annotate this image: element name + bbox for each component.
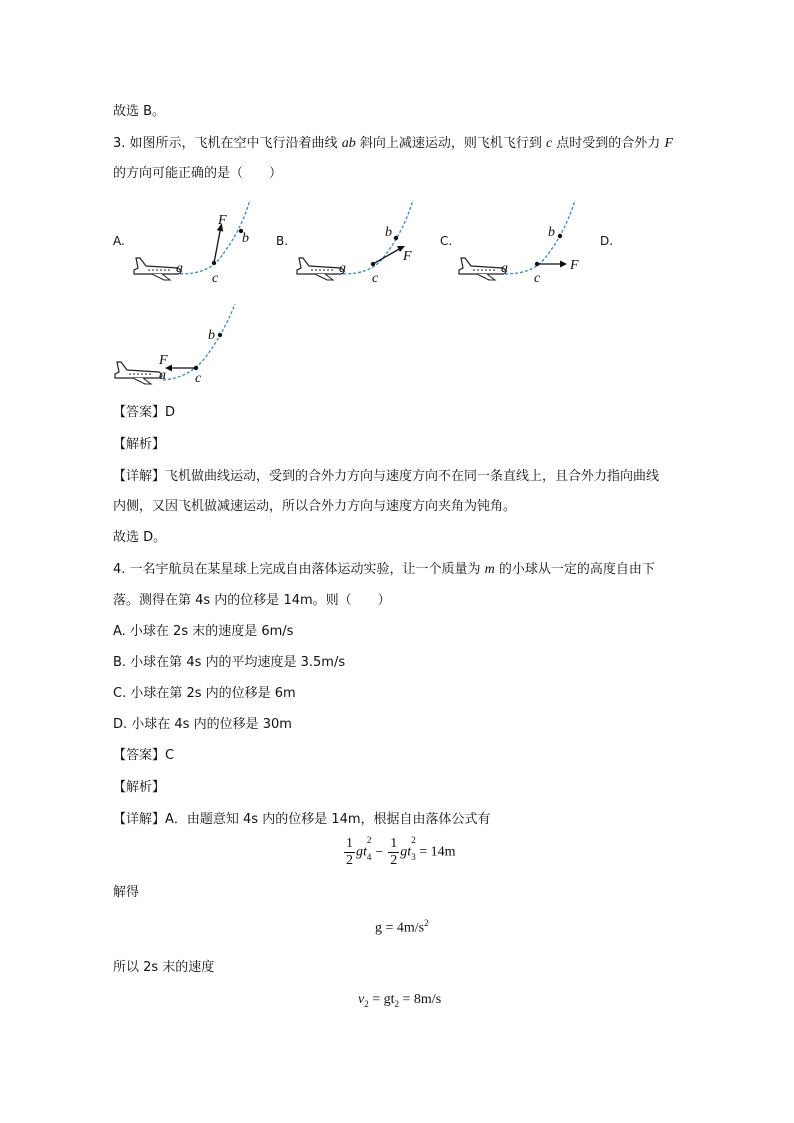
answer-4: 【答案】C: [113, 748, 175, 763]
option-d-text: D. 小球在 4s 内的位移是 30m: [113, 717, 292, 732]
question-3-line2: 的方向可能正确的是（ ）: [113, 166, 283, 181]
label-b: b: [208, 328, 215, 343]
exponent: 2: [366, 834, 372, 845]
question-3-line1: [113, 134, 673, 154]
g-value: g = 4m/s: [375, 920, 425, 936]
label-b: b: [548, 225, 555, 240]
formula-velocity: [358, 992, 441, 1009]
t-symbol: t: [407, 844, 412, 860]
gt-term: = gt: [368, 992, 395, 1007]
q4-text-b: 的小球从一定的高度自由下: [494, 562, 655, 577]
figure-option-a: [130, 198, 260, 288]
q3-curve-ab: ab: [341, 136, 356, 151]
conclusion-d: 故选 D。: [113, 530, 167, 545]
label-c: c: [195, 371, 202, 386]
option-c-label: C.: [440, 234, 453, 248]
question-number: 3.: [113, 136, 130, 151]
option-b-text: B. 小球在第 4s 内的平均速度是 3.5m/s: [113, 655, 346, 670]
option-a-label: A.: [113, 234, 125, 248]
label-F: F: [218, 213, 227, 228]
g-symbol: g: [400, 844, 408, 860]
rhs: = 14m: [415, 844, 456, 860]
label-c: c: [534, 271, 541, 286]
fraction-half: [344, 836, 355, 869]
fraction-half-2: [388, 836, 399, 869]
numerator: 1: [390, 836, 398, 851]
formula-g: [375, 918, 429, 937]
q3-text-d: 点时受到的合外力: [552, 136, 665, 151]
figure-option-c: [455, 198, 595, 288]
denominator: 2: [390, 853, 398, 868]
q3-force-F: F: [664, 136, 673, 151]
detail-4-line1: 【详解】A．由题意知 4s 内的位移是 14m，根据自由落体公式有: [113, 812, 491, 827]
option-c-text: C. 小球在第 2s 内的位移是 6m: [113, 686, 296, 701]
numerator: 1: [346, 836, 353, 851]
label-c: c: [212, 271, 219, 286]
airplane-icon: [134, 258, 181, 280]
subscript: 2: [394, 998, 400, 1009]
airplane-icon: [297, 258, 344, 280]
airplane-icon: [459, 258, 506, 280]
formula-displacement: [343, 836, 455, 869]
label-b: b: [242, 231, 249, 246]
g-symbol: g: [356, 844, 363, 860]
suoyi-label: 所以 2s 末的速度: [113, 960, 215, 975]
figure-option-d: [113, 302, 243, 392]
label-c: c: [372, 271, 379, 286]
option-a-text: A. 小球在 2s 末的速度是 6m/s: [113, 624, 294, 639]
label-a: a: [501, 261, 508, 276]
jiede-label: 解得: [113, 885, 140, 900]
force-arrow: [373, 248, 401, 264]
q3-text-b: 斜向上减速运动，则飞机飞行到: [355, 136, 546, 151]
detail-3-line2: 内侧，又因飞机做减速运动，所以合外力方向与速度方向夹角为钝角。: [113, 499, 517, 514]
figure-option-b: [293, 198, 423, 288]
label-F: F: [403, 249, 412, 264]
rhs: = 8m/s: [399, 992, 442, 1007]
option-d-label: D.: [600, 234, 614, 248]
label-b: b: [385, 225, 392, 240]
subscript: 2: [364, 998, 369, 1009]
answer-3: 【答案】D: [113, 405, 176, 420]
minus-sign: −: [375, 844, 384, 860]
label-a: a: [176, 261, 183, 276]
exponent: 2: [411, 834, 416, 845]
denominator: 2: [346, 853, 353, 868]
t-symbol: t: [363, 844, 367, 860]
question-4-line2: 落。测得在第 4s 内的位移是 14m。则（ ）: [113, 593, 391, 608]
label-F: F: [570, 258, 579, 273]
label-a: a: [159, 368, 166, 383]
exponent: 2: [424, 918, 429, 928]
q4-text-a: 4. 一名宇航员在某星球上完成自由落体运动实验，让一个质量为: [113, 562, 485, 577]
airplane-icon: [115, 362, 162, 384]
v-symbol: v: [358, 992, 365, 1007]
subscript: 4: [366, 851, 372, 862]
subscript: 3: [411, 851, 416, 862]
conclusion-b: 故选 B。: [113, 104, 166, 119]
point-b-dot: [218, 333, 222, 337]
q4-mass-m: m: [484, 562, 495, 577]
analysis-4-heading: 【解析】: [113, 780, 166, 795]
question-4-line1: [113, 560, 655, 580]
detail-3-line1: 【详解】飞机做曲线运动，受到的合外力方向与速度方向不在同一条直线上，且合外力指向曲线: [113, 469, 660, 484]
point-b-dot: [558, 234, 562, 238]
q3-text-a: 如图所示，飞机在空中飞行沿着曲线: [129, 136, 342, 151]
analysis-3-heading: 【解析】: [113, 437, 166, 452]
option-b-label: B.: [276, 234, 289, 248]
point-b-dot: [394, 236, 398, 240]
label-F: F: [159, 353, 168, 368]
q3-point-c: c: [545, 136, 553, 151]
label-a: a: [339, 261, 346, 276]
